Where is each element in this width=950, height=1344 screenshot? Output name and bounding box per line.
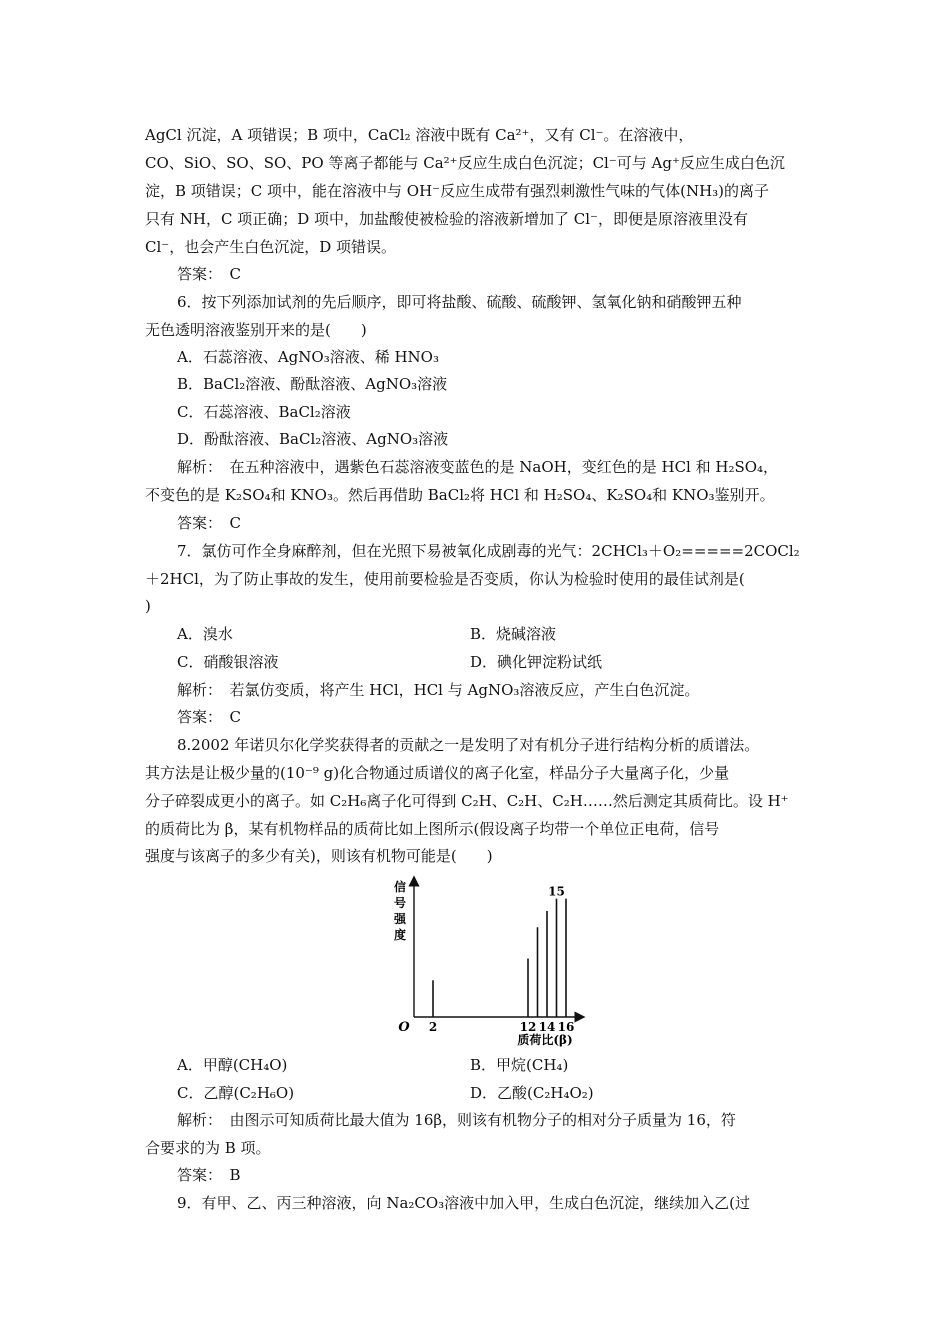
answer-line: 答案： C xyxy=(177,514,241,532)
y-axis-label-char: 度 xyxy=(393,928,406,942)
mass-spectrum-chart xyxy=(380,873,600,1053)
answer-line: 答案： B xyxy=(177,1166,241,1184)
option-row xyxy=(177,1083,847,1103)
x-tick-label: 14 xyxy=(538,1020,556,1034)
question-7-stem-end: ) xyxy=(145,597,151,615)
explanation-line: 解析： 由图示可知质荷比最大值为 16β，则该有机物分子的相对分子质量为 16，符 xyxy=(177,1111,736,1129)
answer-line: 答案： C xyxy=(177,265,241,283)
option-a: A．溴水 xyxy=(177,625,233,643)
option-a: A．石蕊溶液、AgNO₃溶液、稀 HNO₃ xyxy=(177,348,439,366)
option-row xyxy=(177,624,847,644)
text-line: 只有 NH，C 项正确；D 项中，加盐酸使被检验的溶液新增加了 Cl⁻，即便是原溶液里没有 xyxy=(145,210,748,228)
option-c: C．乙醇(C₂H₆O) xyxy=(177,1084,295,1102)
option-d: D．乙酸(C₂H₄O₂) xyxy=(470,1084,594,1102)
option-d: D．碘化钾淀粉试纸 xyxy=(470,653,603,671)
option-b: B．甲烷(CH₄) xyxy=(470,1056,569,1074)
question-8-stem-cont: 分子碎裂成更小的离子。如 C₂H₆离子化可得到 C₂H、C₂H、C₂H……然后测定其质荷比。设 H⁺ xyxy=(145,792,789,810)
y-axis-label-char: 信 xyxy=(393,880,406,894)
peak-label: 15 xyxy=(548,884,565,899)
question-7-stem-cont: ＋2HCl，为了防止事故的发生，使用前要检验是否变质，你认为检验时使用的最佳试剂是( xyxy=(145,570,745,588)
question-6-stem: 6．按下列添加试剂的先后顺序，即可将盐酸、硫酸、硫酸钾、氢氧化钠和硝酸钾五种 xyxy=(177,293,742,311)
question-7-stem: 7．氯仿可作全身麻醉剂，但在光照下易被氧化成剧毒的光气：2CHCl₃＋O₂=====2COCl₂ xyxy=(177,542,800,560)
x-tick-label: 16 xyxy=(557,1020,575,1034)
question-8-stem-end: 强度与该离子的多少有关)，则该有机物可能是( ) xyxy=(145,847,493,865)
y-axis-label-char: 强 xyxy=(393,912,406,926)
text-line: Cl⁻，也会产生白色沉淀，D 项错误。 xyxy=(145,238,396,256)
text-line: CO、SiO、SO、SO、PO 等离子都能与 Ca²⁺反应生成白色沉淀；Cl⁻可与 Ag⁺反应生成白色沉 xyxy=(145,154,785,172)
question-8-stem-cont: 的质荷比为 β，某有机物样品的质荷比如上图所示(假设离子均带一个单位正电荷，信号 xyxy=(145,820,720,838)
x-tick-label: 2 xyxy=(428,1020,438,1034)
answer-line: 答案： C xyxy=(177,708,241,726)
question-8-stem: 8.2002 年诺贝尔化学奖获得者的贡献之一是发明了对有机分子进行结构分析的质谱法。 xyxy=(177,736,760,754)
question-9-stem: 9．有甲、乙、丙三种溶液，向 Na₂CO₃溶液中加入甲，生成白色沉淀，继续加入乙(过 xyxy=(177,1194,751,1212)
explanation-line: 解析： 若氯仿变质，将产生 HCl，HCl 与 AgNO₃溶液反应，产生白色沉淀。 xyxy=(177,681,700,699)
option-d: D．酚酞溶液、BaCl₂溶液、AgNO₃溶液 xyxy=(177,430,449,448)
question-6-stem-cont: 无色透明溶液鉴别开来的是( ) xyxy=(145,321,367,339)
text-line: AgCl 沉淀，A 项错误；B 项中，CaCl₂ 溶液中既有 Ca²⁺，又有 Cl⁻。在溶液中， xyxy=(145,126,694,144)
question-8-stem-cont: 其方法是让极少量的(10⁻⁹ g)化合物通过质谱仪的离子化室，样品分子大量离子化，少量 xyxy=(145,764,730,782)
option-b: B．烧碱溶液 xyxy=(470,625,557,643)
x-tick-label: 12 xyxy=(519,1020,537,1034)
option-c: C．硝酸银溶液 xyxy=(177,653,279,671)
option-row xyxy=(177,1055,847,1075)
option-c: C．石蕊溶液、BaCl₂溶液 xyxy=(177,403,351,421)
origin-label: O xyxy=(398,1020,410,1035)
text-line: 淀，B 项错误；C 项中，能在溶液中与 OH⁻反应生成带有强烈刺激性气味的气体(NH₃)的离子 xyxy=(145,182,770,200)
explanation-line: 合要求的为 B 项。 xyxy=(145,1139,271,1157)
explanation-line: 不变色的是 K₂SO₄和 KNO₃。然后再借助 BaCl₂将 HCl 和 H₂SO₄、K₂SO₄和 KNO₃鉴别开。 xyxy=(145,486,775,504)
y-axis-label xyxy=(393,879,407,942)
tick-labels xyxy=(429,1020,575,1034)
y-axis-label-char: 号 xyxy=(393,896,406,910)
x-axis-label: 质荷比(β) xyxy=(517,1033,573,1047)
option-row xyxy=(177,652,847,672)
bars xyxy=(433,899,566,1017)
option-b: B．BaCl₂溶液、酚酞溶液、AgNO₃溶液 xyxy=(177,375,448,393)
option-a: A．甲醇(CH₄O) xyxy=(177,1056,288,1074)
explanation-line: 解析： 在五种溶液中，遇紫色石蕊溶液变蓝色的是 NaOH，变红色的是 HCl 和 H₂SO₄， xyxy=(177,458,779,476)
